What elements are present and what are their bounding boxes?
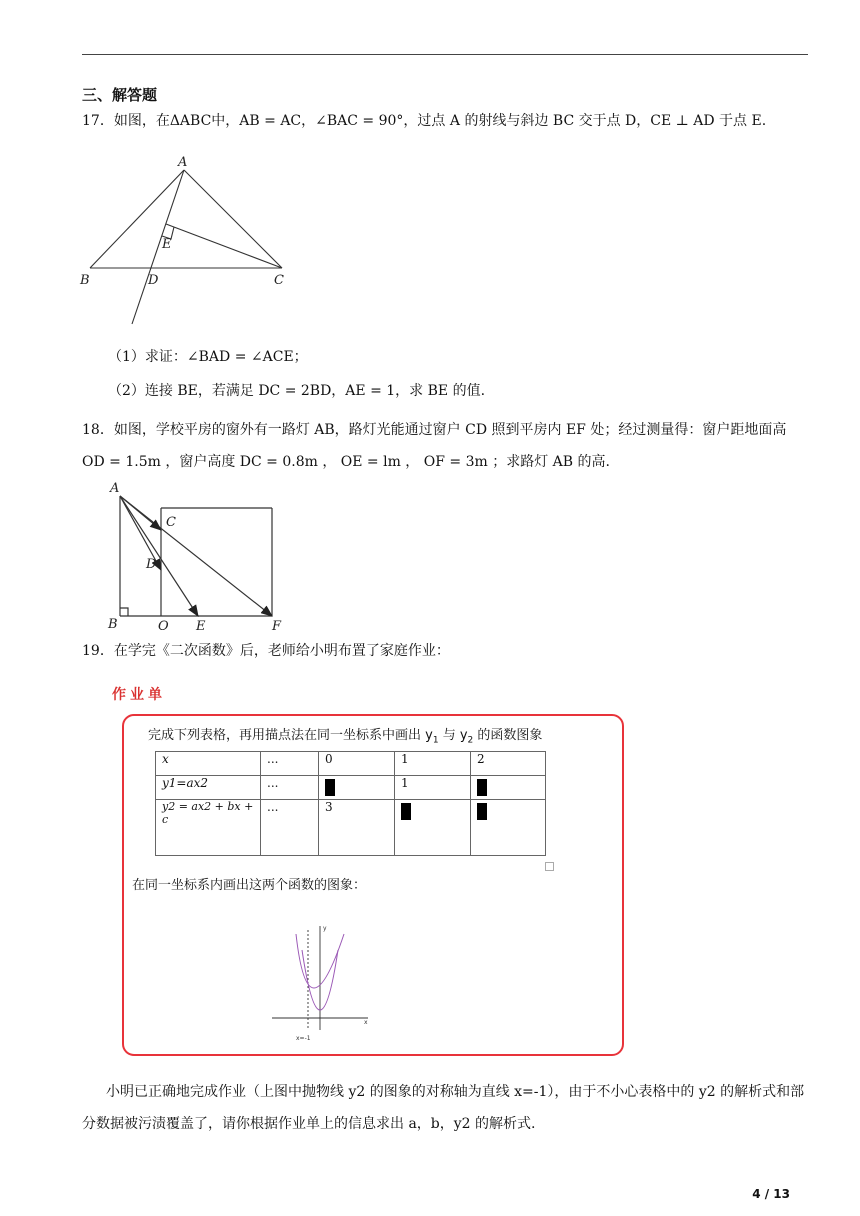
- table-cell: [471, 776, 546, 800]
- ray-to-c: [120, 496, 161, 530]
- q19-text: 19．在学完《二次函数》后，老师给小明布置了家庭作业：: [82, 643, 450, 659]
- ink-blot: [325, 779, 335, 796]
- header-rule: [82, 54, 808, 55]
- ink-blot: [477, 779, 487, 796]
- resize-handle: [545, 862, 554, 871]
- label-b: B: [108, 617, 118, 632]
- label-a: A: [178, 155, 188, 170]
- table-cell: 1: [395, 752, 471, 776]
- table-cell: 2: [471, 752, 546, 776]
- homework-table: [155, 751, 546, 856]
- segment-ac: [184, 170, 282, 268]
- table-row: [156, 800, 546, 856]
- label-b: B: [80, 273, 90, 288]
- section-title: 三、解答题: [82, 86, 158, 104]
- ink-blot: [401, 803, 411, 820]
- table-cell: x: [156, 752, 261, 776]
- q17-part2: （2）连接 BE，若满足 DC = 2BD，AE = 1，求 BE 的值.: [108, 383, 486, 399]
- segment-ce: [166, 224, 282, 268]
- page-number: 4 / 13: [752, 1187, 790, 1201]
- label-o: O: [158, 619, 169, 634]
- right-angle-b: [120, 608, 128, 616]
- ink-blot: [477, 803, 487, 820]
- symmetry-label: x=-1: [296, 1035, 311, 1042]
- label-c: C: [166, 515, 176, 530]
- homework-sheet-title: 作业单: [112, 687, 166, 703]
- table-cell: ...: [261, 752, 319, 776]
- table-cell: 1: [395, 776, 471, 800]
- label-f: F: [272, 619, 282, 634]
- label-d: D: [148, 273, 159, 288]
- q18-text: 18．如图，学校平房的窗外有一路灯 AB，路灯光能通过窗户 CD 照到平房内 EF 处；经过测量得：窗户距地面高 OD = 1.5m ，窗户高度 DC = 0.8m ， OE = lm ， OF = 3m ；求路灯 AB 的高.: [82, 422, 787, 470]
- table-row: [156, 776, 546, 800]
- table-cell: [395, 800, 471, 856]
- q17-text: 17．如图，在ΔABC中，AB = AC，∠BAC = 90°，过点 A 的射线与斜边 BC 交于点 D，CE ⊥ AD 于点 E.: [82, 113, 767, 129]
- table-cell: [319, 776, 395, 800]
- segment-ab: [90, 170, 184, 268]
- q19-closing: 小明已正确地完成作业（上图中抛物线 y2 的图象的对称轴为直线 x=-1），由于不小心表格中的 y2 的解析式和部分数据被污渍覆盖了，请你根据作业单上的信息求出 a，b，y2 的解析式.: [82, 1084, 805, 1132]
- label-c: C: [274, 273, 284, 288]
- q18-figure: [106, 478, 292, 636]
- label-a: A: [110, 481, 120, 496]
- label-d: D: [146, 557, 157, 572]
- table-cell: ...: [261, 776, 319, 800]
- table-cell: y1=ax2: [156, 776, 261, 800]
- q17-part1: （1）求证：∠BAD = ∠ACE；: [108, 349, 308, 365]
- table-row: [156, 752, 546, 776]
- ray-to-e: [120, 496, 198, 616]
- q17-figure: [76, 152, 306, 332]
- table-cell: ...: [261, 800, 319, 856]
- homework-instruction-2: 在同一坐标系内画出这两个函数的图象：: [132, 878, 367, 893]
- homework-instruction: 完成下列表格，再用描点法在同一坐标系中画出 $y_1$ 与 $y_2$ 的函数图象: [148, 728, 543, 746]
- ray-to-f: [120, 496, 272, 616]
- x-axis-label: x: [364, 1019, 368, 1026]
- y-axis-label: y: [323, 925, 327, 932]
- table-cell: y2 = ax2 + bx + c: [156, 800, 261, 856]
- label-e: E: [162, 237, 172, 252]
- table-cell: 3: [319, 800, 395, 856]
- table-cell: [471, 800, 546, 856]
- table-cell: 0: [319, 752, 395, 776]
- ray-ad: [132, 170, 184, 324]
- parabola-graph: [268, 920, 378, 1046]
- label-e: E: [196, 619, 206, 634]
